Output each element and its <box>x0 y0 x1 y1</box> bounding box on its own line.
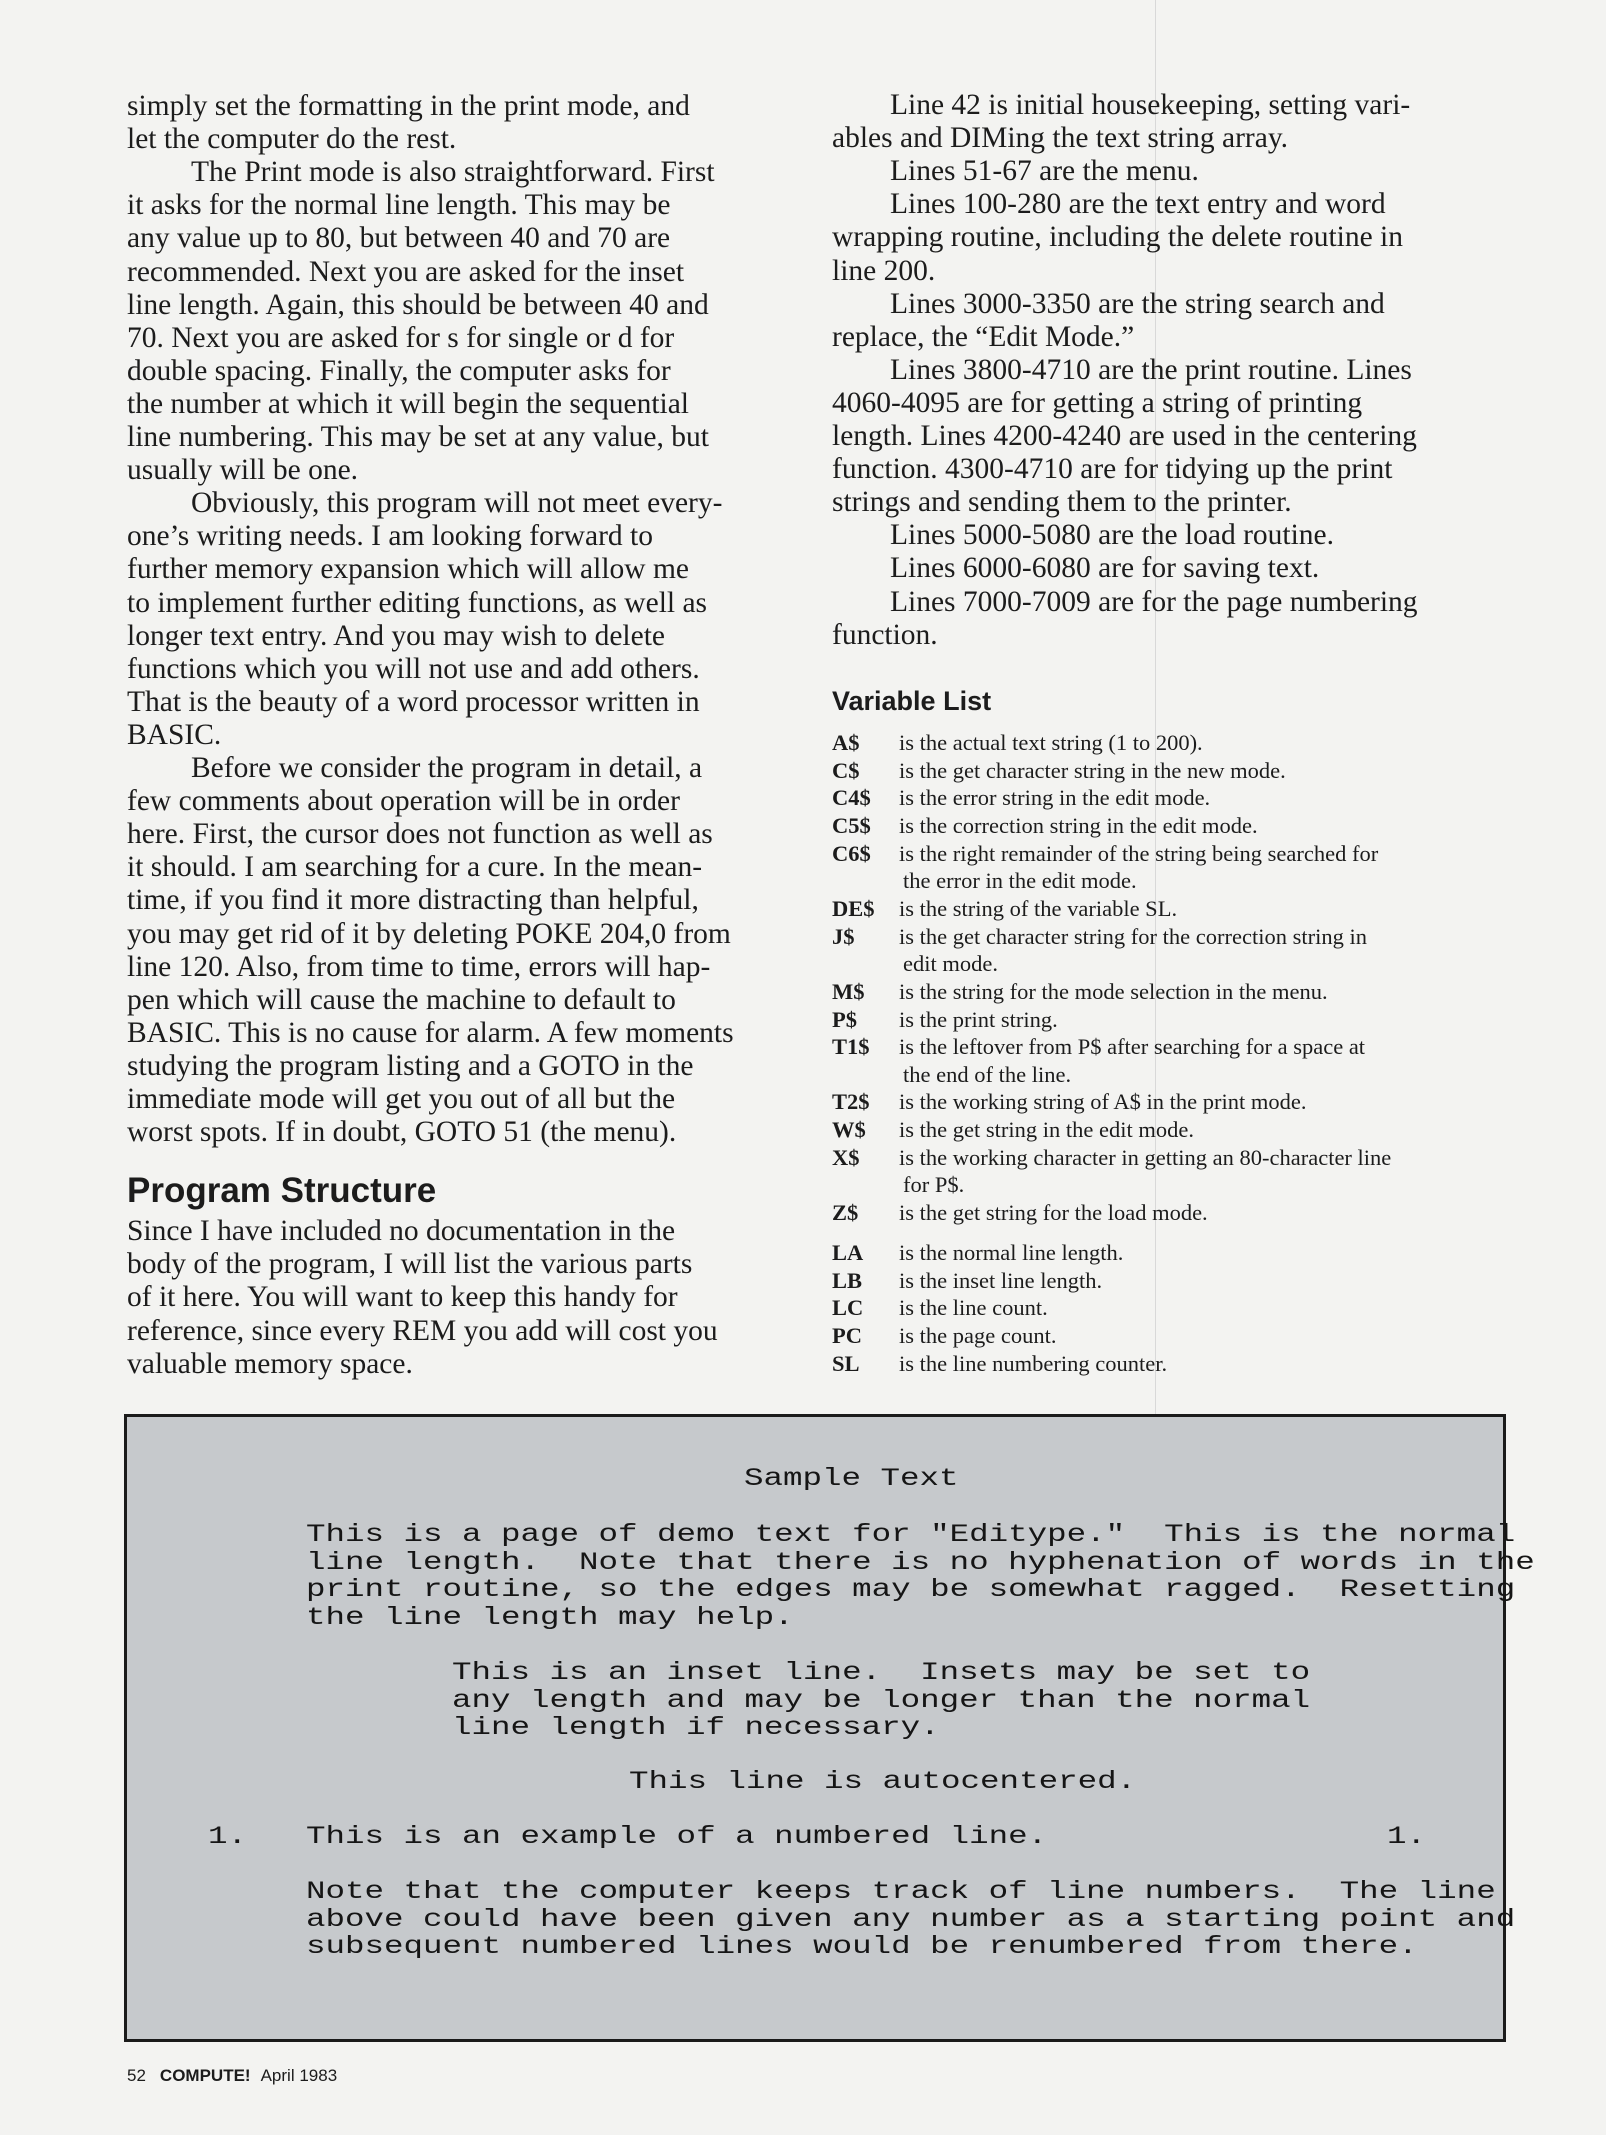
sample-line: This is a page of demo text for "Editype." This is the normal <box>306 1520 1516 1549</box>
sample-numbered-line: This is an example of a numbered line. <box>306 1822 1048 1851</box>
variable-name: DE$ <box>832 895 875 921</box>
text-line: Lines 51-67 are the menu. <box>890 155 1199 188</box>
text-line: worst spots. If in doubt, GOTO 51 (the menu). <box>127 1116 677 1149</box>
text-line: Before we consider the program in detail, a <box>191 752 703 784</box>
text-line: longer text entry. And you may wish to delete <box>127 619 665 652</box>
sample-line: the line length may help. <box>306 1602 794 1632</box>
variable-description: the end of the line. <box>903 1061 1072 1087</box>
text-line: 70. Next you are asked for s for single or d for <box>127 321 675 354</box>
variable-name: A$ <box>832 730 860 755</box>
variable-description: edit mode. <box>903 951 998 977</box>
variable-name: M$ <box>832 978 865 1004</box>
sample-line: line length. Note that there is no hyphenation of words in the <box>306 1547 1535 1577</box>
variable-name: C6$ <box>832 840 871 866</box>
text-line: of it here. You will want to keep this handy for <box>127 1281 678 1314</box>
sample-text-box <box>124 1414 1535 2042</box>
variable-name: PC <box>832 1322 862 1348</box>
text-line: recommended. Next you are asked for the inset <box>127 255 685 288</box>
text-line: usually will be one. <box>127 454 359 487</box>
text-line: the number at which it will begin the sequential <box>127 387 689 420</box>
text-line: reference, since every REM you add will cost you <box>127 1314 718 1347</box>
text-line: Lines 3800-4710 are the print routine. Lines <box>890 353 1412 386</box>
variable-description: is the string for the mode selection in the menu. <box>899 978 1328 1004</box>
variable-description: is the leftover from P$ after searching for a space at <box>899 1034 1366 1060</box>
variable-name: LC <box>832 1295 864 1321</box>
variable-description: is the string of the variable SL. <box>899 895 1178 921</box>
sample-inset-line: line length if necessary. <box>452 1713 940 1742</box>
variable-description: is the working string of A$ in the print mode. <box>899 1089 1307 1115</box>
variable-description: is the line numbering counter. <box>899 1350 1168 1376</box>
magazine-name: COMPUTE! <box>159 2066 251 2085</box>
variable-description: is the get character string for the correction string in <box>899 923 1367 949</box>
sample-line: print routine, so the edges may be somewhat ragged. Resetting <box>306 1575 1516 1604</box>
variable-description: is the working character in getting an 80-character line <box>899 1144 1392 1170</box>
variable-description: is the actual text string (1 to 200). <box>899 730 1203 755</box>
page-footer <box>127 2066 337 2086</box>
text-line: 4060-4095 are for getting a string of printing <box>832 386 1363 419</box>
text-line: here. First, the cursor does not function as well as <box>127 818 713 851</box>
text-line: valuable memory space. <box>127 1347 413 1380</box>
text-line: Line 42 is initial housekeeping, setting vari- <box>890 89 1411 121</box>
text-line: it should. I am searching for a cure. In the mean- <box>127 851 703 884</box>
variable-name: T2$ <box>832 1089 870 1115</box>
text-line: one’s writing needs. I am looking forward to <box>127 520 653 553</box>
variable-description: is the normal line length. <box>899 1240 1124 1265</box>
text-line: line 200. <box>832 254 936 287</box>
variable-name: C5$ <box>832 812 871 838</box>
variable-name: C$ <box>832 757 860 783</box>
variable-description: is the get character string in the new mode. <box>899 757 1286 783</box>
variable-name: Z$ <box>832 1200 859 1226</box>
text-line: line length. Again, this should be between 40 and <box>127 288 709 321</box>
text-line: Since I have included no documentation in the <box>127 1215 676 1247</box>
text-line: ables and DIMing the text string array. <box>832 122 1289 155</box>
section-heading-program-structure: Program Structure <box>127 1171 437 1210</box>
text-line: functions which you will not use and add others. <box>127 652 700 685</box>
text-line: simply set the formatting in the print mode, and <box>127 90 690 122</box>
variable-list-heading: Variable List <box>832 686 992 716</box>
text-line: wrapping routine, including the delete routine in <box>832 221 1404 254</box>
text-line: replace, the “Edit Mode.” <box>832 320 1135 353</box>
sample-note-line: Note that the computer keeps track of line numbers. The line <box>306 1877 1496 1906</box>
variable-description: for P$. <box>903 1172 965 1198</box>
variable-description: is the page count. <box>899 1322 1057 1348</box>
text-line: strings and sending them to the printer. <box>832 486 1292 519</box>
text-line: Lines 7000-7009 are for the page numbering <box>890 585 1418 618</box>
text-line: immediate mode will get you out of all but the <box>127 1083 676 1115</box>
variable-name: J$ <box>832 923 855 949</box>
text-line: Lines 6000-6080 are for saving text. <box>890 552 1320 585</box>
variable-name: C4$ <box>832 785 871 811</box>
sample-title: Sample Text <box>744 1464 959 1493</box>
text-line: you may get rid of it by deleting POKE 204,0 from <box>127 917 731 950</box>
issue-date: April 1983 <box>260 2066 338 2085</box>
text-line: few comments about operation will be in order <box>127 785 680 818</box>
variable-name: P$ <box>832 1006 857 1032</box>
variable-name: LA <box>832 1240 864 1265</box>
text-line: BASIC. <box>127 718 222 751</box>
variable-description: is the line count. <box>899 1295 1048 1321</box>
variable-name: W$ <box>832 1117 866 1143</box>
text-line: further memory expansion which will allow me <box>127 553 689 586</box>
variable-description: is the print string. <box>899 1006 1058 1032</box>
text-line: it asks for the normal line length. This may be <box>127 189 671 222</box>
variable-description: is the get string for the load mode. <box>899 1200 1208 1226</box>
text-line: Lines 3000-3350 are the string search and <box>890 287 1385 320</box>
text-line: Lines 100-280 are the text entry and word <box>890 188 1386 221</box>
text-line: studying the program listing and a GOTO in the <box>127 1049 694 1082</box>
text-line: That is the beauty of a word processor written in <box>127 685 700 718</box>
text-line: Obviously, this program will not meet every- <box>191 487 723 520</box>
sample-centered-line: This line is autocentered. <box>629 1767 1137 1796</box>
text-line: time, if you find it more distracting than helpful, <box>127 884 699 917</box>
variable-description: the error in the edit mode. <box>903 868 1137 894</box>
text-line: Lines 5000-5080 are the load routine. <box>890 519 1335 552</box>
line-number-label: 1. <box>208 1822 248 1851</box>
variable-description: is the inset line length. <box>899 1267 1103 1293</box>
sample-inset-line: any length and may be longer than the normal <box>452 1685 1311 1715</box>
text-line: pen which will cause the machine to default to <box>127 983 676 1016</box>
text-line: line 120. Also, from time to time, errors will hap- <box>127 950 711 983</box>
variable-description: is the right remainder of the string being searched for <box>899 840 1379 866</box>
text-line: function. 4300-4710 are for tidying up the print <box>832 453 1393 486</box>
text-line: The Print mode is also straightforward. First <box>191 156 715 189</box>
line-number-label-right: 1. <box>1387 1822 1427 1851</box>
text-line: body of the program, I will list the various parts <box>127 1248 693 1281</box>
sample-inset-line: This is an inset line. Insets may be set to <box>452 1658 1311 1687</box>
variable-description: is the correction string in the edit mode. <box>899 812 1258 838</box>
variable-name: LB <box>832 1267 863 1293</box>
variable-description: is the error string in the edit mode. <box>899 785 1211 811</box>
sample-note-line: subsequent numbered lines would be renumbered from there. <box>306 1932 1418 1961</box>
sample-note-line: above could have been given any number as a starting point and <box>306 1904 1516 1934</box>
text-line: function. <box>832 618 938 651</box>
variable-name: T1$ <box>832 1034 870 1060</box>
page-number: 52 <box>127 2066 146 2085</box>
text-line: double spacing. Finally, the computer asks for <box>127 354 671 387</box>
text-line: any value up to 80, but between 40 and 70 are <box>127 222 671 255</box>
text-line: BASIC. This is no cause for alarm. A few moments <box>127 1016 734 1049</box>
text-line: line numbering. This may be set at any value, but <box>127 421 709 453</box>
text-line: to implement further editing functions, as well as <box>127 586 708 619</box>
variable-name: X$ <box>832 1144 860 1170</box>
text-line: length. Lines 4200-4240 are used in the centering <box>832 420 1417 452</box>
variable-name: SL <box>832 1350 860 1376</box>
variable-description: is the get string in the edit mode. <box>899 1117 1194 1143</box>
text-line: let the computer do the rest. <box>127 123 457 156</box>
